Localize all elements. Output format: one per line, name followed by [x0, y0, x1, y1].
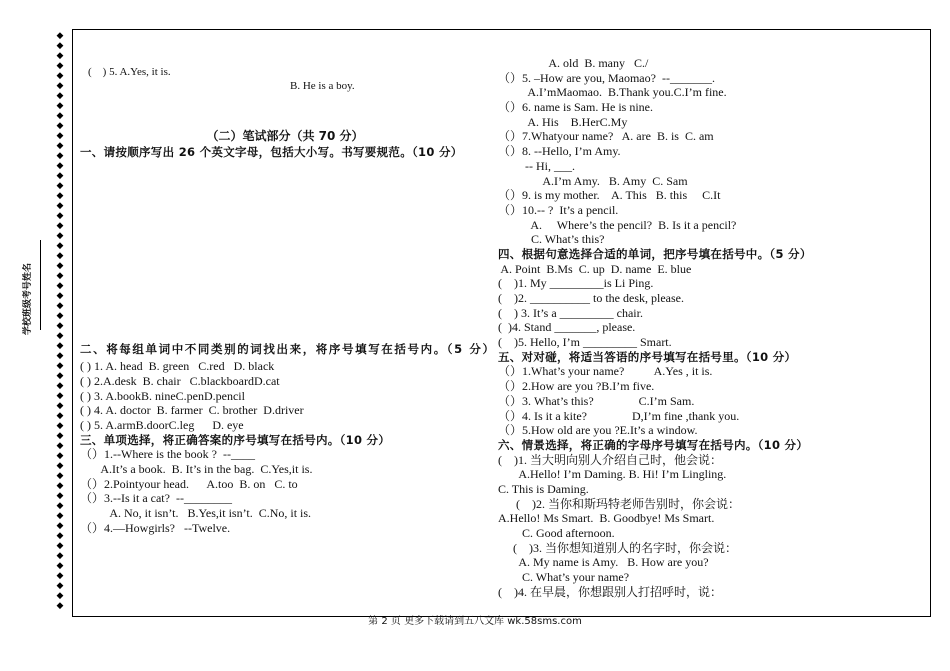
- binding-diamond-icon: ◆: [56, 180, 64, 190]
- section4-items: [498, 276, 918, 349]
- section3-items-right: [498, 56, 918, 247]
- left-column: [80, 50, 496, 535]
- binding-diamond-icon: ◆: [56, 330, 64, 340]
- part-title: （二）笔试部分（共 70 分）: [206, 128, 364, 143]
- section6-heading: 六、情景选择，将正确的字母序号填写在括号内。（10 分）: [498, 437, 809, 452]
- section6-line: ( )3. 当你想知道别人的名字时，你会说：: [498, 540, 737, 555]
- binding-diamond-icon: ◆: [56, 50, 64, 60]
- binding-diamond-icon: ◆: [56, 340, 64, 350]
- binding-diamond-icon: ◆: [56, 580, 64, 590]
- binding-diamond-icon: ◆: [56, 250, 64, 260]
- section5-heading: 五、对对碰，将适当答语的序号填写在括号里。（10 分）: [498, 349, 797, 364]
- section3-line: （）3.--Is it a cat? --________: [80, 491, 232, 506]
- section4-heading: 四、根据句意选择合适的单词，把序号填在括号中。（5 分）: [498, 246, 812, 261]
- binding-diamond-icon: ◆: [56, 270, 64, 280]
- binding-diamond-icon: ◆: [56, 120, 64, 130]
- binding-diamond-icon: ◆: [56, 360, 64, 370]
- section3-line: A. No, it isn’t. B.Yes,it isn’t. C.No, it is.: [80, 506, 312, 521]
- section5-item: （）2.How are you ?B.I’m five.: [498, 379, 655, 394]
- section3-line: -- Hi, ___.: [498, 158, 575, 173]
- binding-diamond-icon: ◆: [56, 600, 64, 610]
- binding-label: 学校班级考号姓名: [23, 262, 33, 335]
- binding-diamond-icon: ◆: [56, 480, 64, 490]
- section3-line: A.It’s a book. B. It’s in the bag. C.Yes,it is.: [80, 462, 313, 476]
- section4-options: A. Point B.Ms C. up D. name E. blue: [498, 261, 692, 276]
- binding-diamond-icon: ◆: [56, 70, 64, 80]
- section4-item: ( )1. My _________is Li Ping.: [498, 276, 654, 291]
- section3-line: C. What’s this?: [498, 232, 605, 247]
- section2-item: ( ) 5. A.armB.doorC.leg D. eye: [80, 417, 244, 432]
- section3-line: A. old B. many C./: [498, 56, 649, 70]
- binding-diamond-icon: ◆: [56, 570, 64, 580]
- section2-item: ( ) 1. A. head B. green C.red D. black: [80, 359, 275, 374]
- section4-item: ( )4. Stand _______, please.: [498, 320, 636, 335]
- binding-diamond-icon: ◆: [56, 290, 64, 300]
- section6-line: ( )4. 在早晨，你想跟别人打招呼时，说：: [498, 584, 722, 599]
- section3-line: （）8. --Hello, I’m Amy.: [498, 144, 621, 159]
- section6-line: ( )2. 当你和斯玛特老师告别时，你会说：: [498, 496, 740, 511]
- binding-diamond-icon: ◆: [56, 420, 64, 430]
- binding-diamond-icon: ◆: [56, 410, 64, 420]
- section3-items-left: [80, 447, 490, 535]
- binding-diamond-icon: ◆: [56, 150, 64, 160]
- section5-item: （）3. What’s this? C.I’m Sam.: [498, 393, 695, 408]
- binding-diamond-icon: ◆: [56, 220, 64, 230]
- section2-items: [80, 359, 490, 432]
- binding-diamond-icon: ◆: [56, 440, 64, 450]
- binding-diamond-icon: ◆: [56, 190, 64, 200]
- binding-diamond-icon: ◆: [56, 400, 64, 410]
- binding-diamond-icon: ◆: [56, 390, 64, 400]
- section5-items: [498, 364, 918, 437]
- section3-line: （）7.Whatyour name? A. are B. is C. am: [498, 129, 714, 144]
- section3-line: （）6. name is Sam. He is nine.: [498, 100, 653, 115]
- section5-item: （）1.What’s your name? A.Yes , it is.: [498, 364, 713, 379]
- section4-item: ( )5. Hello, I’m _________ Smart.: [498, 335, 672, 350]
- left-top-item: [80, 50, 490, 93]
- binding-diamond-icon: ◆: [56, 100, 64, 110]
- binding-diamond-icon: ◆: [56, 200, 64, 210]
- binding-diamond-icon: ◆: [56, 130, 64, 140]
- section6-line: A.Hello! Ms Smart. B. Goodbye! Ms Smart.: [498, 511, 715, 526]
- section3-line: （）10.-- ? It’s a pencil.: [498, 202, 619, 217]
- binding-diamond-icon: ◆: [56, 170, 64, 180]
- binding-diamond-icon: ◆: [56, 370, 64, 380]
- binding-diamond-icon: ◆: [56, 380, 64, 390]
- binding-diamond-icon: ◆: [56, 320, 64, 330]
- binding-diamond-icon: ◆: [56, 90, 64, 100]
- binding-diamond-icon: ◆: [56, 140, 64, 150]
- section6-line: A. My name is Amy. B. How are you?: [498, 555, 709, 570]
- section4-item: ( ) 3. It’s a _________ chair.: [498, 305, 643, 320]
- binding-diamond-icon: ◆: [56, 450, 64, 460]
- section3-line: A.I’m Amy. B. Amy C. Sam: [498, 173, 688, 188]
- binding-diamond-icon: ◆: [56, 520, 64, 530]
- right-column: [498, 56, 918, 599]
- section2-heading: 二、将每组单词中不同类别的词找出来，将序号填写在括号内。（5 分）: [80, 342, 496, 357]
- section3-heading: 三、单项选择，将正确答案的序号填写在括号内。（10 分）: [80, 432, 391, 447]
- binding-diamond-icon: ◆: [56, 560, 64, 570]
- binding-diamond-icon: ◆: [56, 460, 64, 470]
- binding-diamond-icon: ◆: [56, 350, 64, 360]
- section3-line: （）5. –How are you, Maomao? --_______.: [498, 70, 715, 85]
- binding-diamond-icon: ◆: [56, 590, 64, 600]
- binding-diamond-icon: ◆: [56, 40, 64, 50]
- section5-item: （）5.How old are you ?E.It’s a window.: [498, 423, 698, 438]
- top-item-left: ( ) 5. A.Yes, it is.: [88, 65, 171, 78]
- section5-item: （）4. Is it a kite? D,I’m fine ,thank you.: [498, 408, 740, 423]
- binding-diamond-icon: ◆: [56, 490, 64, 500]
- section6-line: C. Good afternoon.: [498, 526, 615, 540]
- binding-diamond-icon: ◆: [56, 510, 64, 520]
- alphabet-writing-area[interactable]: [80, 159, 490, 339]
- binding-strip: [52, 30, 68, 618]
- binding-diamond-icon: ◆: [56, 470, 64, 480]
- binding-diamond-icon: ◆: [56, 530, 64, 540]
- binding-diamond-icon: ◆: [56, 430, 64, 440]
- binding-diamond-icon: ◆: [56, 240, 64, 250]
- section4-item: ( )2. __________ to the desk, please.: [498, 291, 684, 305]
- binding-diamond-icon: ◆: [56, 550, 64, 560]
- section3-line: （）2.Pointyour head. A.too B. on C. to: [80, 476, 298, 491]
- section3-line: A. Where’s the pencil? B. Is it a pencil?: [498, 217, 737, 232]
- section6-line: A.Hello! I’m Daming. B. Hi! I’m Lingling.: [498, 467, 727, 482]
- section2-item: ( ) 2.A.desk B. chair C.blackboardD.cat: [80, 373, 280, 388]
- section3-line: （）4.—Howgirls? --Twelve.: [80, 520, 231, 535]
- section3-line: A.I’mMaomao. B.Thank you.C.I’m fine.: [498, 85, 727, 100]
- section3-line: （）1.--Where is the book ? --____: [80, 447, 255, 462]
- binding-diamond-icon: ◆: [56, 280, 64, 290]
- top-item-right: B. He is a boy.: [290, 80, 355, 93]
- section1-heading: 一、请按顺序写出 26 个英文字母，包括大小写。书写要规范。（10 分）: [80, 144, 463, 159]
- section6-line: ( )1. 当大明向别人介绍自己时，他会说：: [498, 452, 722, 467]
- binding-diamond-icon: ◆: [56, 260, 64, 270]
- binding-diamond-icon: ◆: [56, 110, 64, 120]
- binding-diamond-icon: ◆: [56, 540, 64, 550]
- section6-line: C. What’s your name?: [498, 570, 630, 585]
- binding-diamond-icon: ◆: [56, 60, 64, 70]
- section2-item: ( ) 4. A. doctor B. farmer C. brother D.driver: [80, 403, 304, 418]
- binding-diamond-icon: ◆: [56, 80, 64, 90]
- binding-diamond-icon: ◆: [56, 310, 64, 320]
- section2-item: ( ) 3. A.bookB. nineC.penD.pencil: [80, 388, 245, 403]
- binding-diamond-icon: ◆: [56, 300, 64, 310]
- section6-line: C. This is Daming.: [498, 481, 589, 496]
- section3-line: A. His B.HerC.My: [498, 114, 628, 129]
- binding-line: [40, 240, 41, 330]
- binding-diamond-icon: ◆: [56, 160, 64, 170]
- binding-diamond-icon: ◆: [56, 500, 64, 510]
- section6-items: [498, 453, 918, 600]
- section3-line: （）9. is my mother. A. This B. this C.It: [498, 188, 721, 203]
- page-footer: 第 2 页 更多下载请到五八文库 wk.58sms.com: [368, 616, 582, 627]
- binding-diamond-icon: ◆: [56, 230, 64, 240]
- binding-diamond-icon: ◆: [56, 30, 64, 40]
- binding-diamond-icon: ◆: [56, 210, 64, 220]
